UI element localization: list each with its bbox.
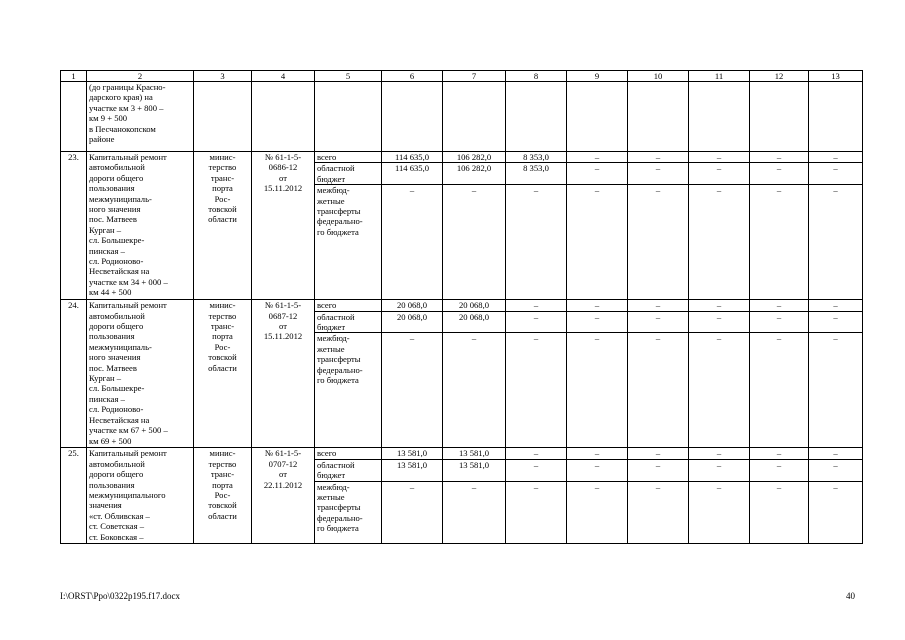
value-cell: 106 282,0 [443, 163, 506, 185]
col-header: 3 [194, 71, 252, 82]
col-header: 6 [382, 71, 443, 82]
value-cell: – [809, 185, 863, 300]
value-cell: – [689, 152, 750, 163]
cell-empty [315, 82, 382, 152]
object-name: Капитальный ремонт автомобильной дороги общего пользования межмуниципального значения «ст. Обливская – ст. Советская – ст. Боковская – [87, 448, 194, 543]
value-cell: – [809, 333, 863, 448]
funding-source: межбюд- жетные трансферты федерально- го бюджета [315, 481, 382, 543]
value-cell: – [628, 300, 689, 311]
value-cell: – [750, 448, 809, 459]
continuation-text: (до границы Красно- дарского края) на участке км 3 + 800 – км 9 + 500 в Песчанокопском районе [87, 82, 194, 152]
cell-empty [382, 82, 443, 152]
value-cell: – [567, 459, 628, 481]
footer-file-path: I:\ORST\Ppo\0322p195.f17.docx [60, 591, 181, 601]
value-cell: – [567, 152, 628, 163]
value-cell: – [809, 311, 863, 333]
value-cell: 106 282,0 [443, 152, 506, 163]
value-cell: – [628, 152, 689, 163]
value-cell: – [689, 459, 750, 481]
value-cell: 13 581,0 [443, 459, 506, 481]
value-cell: – [567, 333, 628, 448]
funding-source: всего [315, 152, 382, 163]
value-cell: 20 068,0 [443, 300, 506, 311]
col-header: 13 [809, 71, 863, 82]
table-row [61, 300, 863, 311]
column-number-header [61, 71, 863, 82]
value-cell: 13 581,0 [443, 448, 506, 459]
col-header: 12 [750, 71, 809, 82]
page-number: 40 [846, 591, 855, 601]
value-cell: – [506, 185, 567, 300]
funding-source: областной бюджет [315, 163, 382, 185]
value-cell: – [750, 152, 809, 163]
col-header: 5 [315, 71, 382, 82]
value-cell: – [809, 163, 863, 185]
value-cell: – [750, 333, 809, 448]
value-cell: – [567, 481, 628, 543]
col-header: 10 [628, 71, 689, 82]
value-cell: 114 635,0 [382, 152, 443, 163]
cell-empty [61, 82, 87, 152]
value-cell: – [809, 481, 863, 543]
funding-source: межбюд- жетные трансферты федерально- го бюджета [315, 185, 382, 300]
funding-source: всего [315, 300, 382, 311]
table-row [61, 448, 863, 459]
value-cell: 13 581,0 [382, 459, 443, 481]
col-header: 8 [506, 71, 567, 82]
funding-source: всего [315, 448, 382, 459]
value-cell: 13 581,0 [382, 448, 443, 459]
value-cell: 8 353,0 [506, 163, 567, 185]
financing-table [60, 70, 863, 544]
value-cell: – [443, 333, 506, 448]
continuation-row [61, 82, 863, 152]
value-cell: – [750, 481, 809, 543]
value-cell: – [506, 448, 567, 459]
value-cell: – [628, 459, 689, 481]
value-cell: – [506, 333, 567, 448]
executor: минис- терство транс- порта Рос- товской области [194, 448, 252, 543]
value-cell: – [689, 481, 750, 543]
value-cell: – [809, 300, 863, 311]
funding-source: межбюд- жетные трансферты федерально- го бюджета [315, 333, 382, 448]
value-cell: 20 068,0 [443, 311, 506, 333]
value-cell: – [443, 481, 506, 543]
row-number: 23. [61, 152, 87, 300]
value-cell: – [506, 459, 567, 481]
value-cell: – [506, 300, 567, 311]
value-cell: – [689, 185, 750, 300]
cell-empty [567, 82, 628, 152]
value-cell: – [809, 152, 863, 163]
col-header: 9 [567, 71, 628, 82]
row-number: 24. [61, 300, 87, 448]
value-cell: – [689, 311, 750, 333]
cell-empty [252, 82, 315, 152]
value-cell: 8 353,0 [506, 152, 567, 163]
value-cell: – [689, 163, 750, 185]
col-header: 11 [689, 71, 750, 82]
cell-empty [194, 82, 252, 152]
value-cell: – [567, 185, 628, 300]
value-cell: – [628, 333, 689, 448]
value-cell: – [628, 481, 689, 543]
executor: минис- терство транс- порта Рос- товской области [194, 152, 252, 300]
col-header: 2 [87, 71, 194, 82]
value-cell: – [750, 311, 809, 333]
value-cell: – [567, 300, 628, 311]
document-ref: № 61-1-5- 0707-12 от 22.11.2012 [252, 448, 315, 543]
value-cell: – [567, 311, 628, 333]
value-cell: – [689, 333, 750, 448]
cell-empty [809, 82, 863, 152]
value-cell: – [689, 448, 750, 459]
col-header: 4 [252, 71, 315, 82]
value-cell: – [443, 185, 506, 300]
value-cell: – [809, 448, 863, 459]
table-row [61, 152, 863, 163]
value-cell: – [628, 163, 689, 185]
cell-empty [443, 82, 506, 152]
value-cell: – [567, 448, 628, 459]
value-cell: – [750, 185, 809, 300]
col-header: 1 [61, 71, 87, 82]
value-cell: – [382, 481, 443, 543]
object-name: Капитальный ремонт автомобильной дороги общего пользования межмуниципаль- ного значения пос. Матвеев Курган – сл. Большекре- пинская – сл. Родионово- Несветайская на участке км 34 + 000 – км 44 + 500 [87, 152, 194, 300]
value-cell: – [628, 311, 689, 333]
cell-empty [689, 82, 750, 152]
cell-empty [750, 82, 809, 152]
value-cell: – [628, 448, 689, 459]
cell-empty [628, 82, 689, 152]
value-cell: – [506, 311, 567, 333]
value-cell: – [382, 333, 443, 448]
cell-empty [506, 82, 567, 152]
value-cell: 20 068,0 [382, 311, 443, 333]
value-cell: – [750, 459, 809, 481]
value-cell: – [567, 163, 628, 185]
document-ref: № 61-1-5- 0687-12 от 15.11.2012 [252, 300, 315, 448]
object-name: Капитальный ремонт автомобильной дороги общего пользования межмуниципаль- ного значения пос. Матвеев Курган – сл. Большекре- пинская – сл. Родионово- Несветайская на участке км 67 + 500 – км 69 + 500 [87, 300, 194, 448]
value-cell: – [750, 163, 809, 185]
value-cell: 20 068,0 [382, 300, 443, 311]
value-cell: – [628, 185, 689, 300]
executor: минис- терство транс- порта Рос- товской области [194, 300, 252, 448]
value-cell: – [750, 300, 809, 311]
funding-source: областной бюджет [315, 311, 382, 333]
value-cell: – [809, 459, 863, 481]
value-cell: – [689, 300, 750, 311]
row-number: 25. [61, 448, 87, 543]
value-cell: – [506, 481, 567, 543]
funding-source: областной бюджет [315, 459, 382, 481]
col-header: 7 [443, 71, 506, 82]
value-cell: 114 635,0 [382, 163, 443, 185]
value-cell: – [382, 185, 443, 300]
document-ref: № 61-1-5- 0686-12 от 15.11.2012 [252, 152, 315, 300]
